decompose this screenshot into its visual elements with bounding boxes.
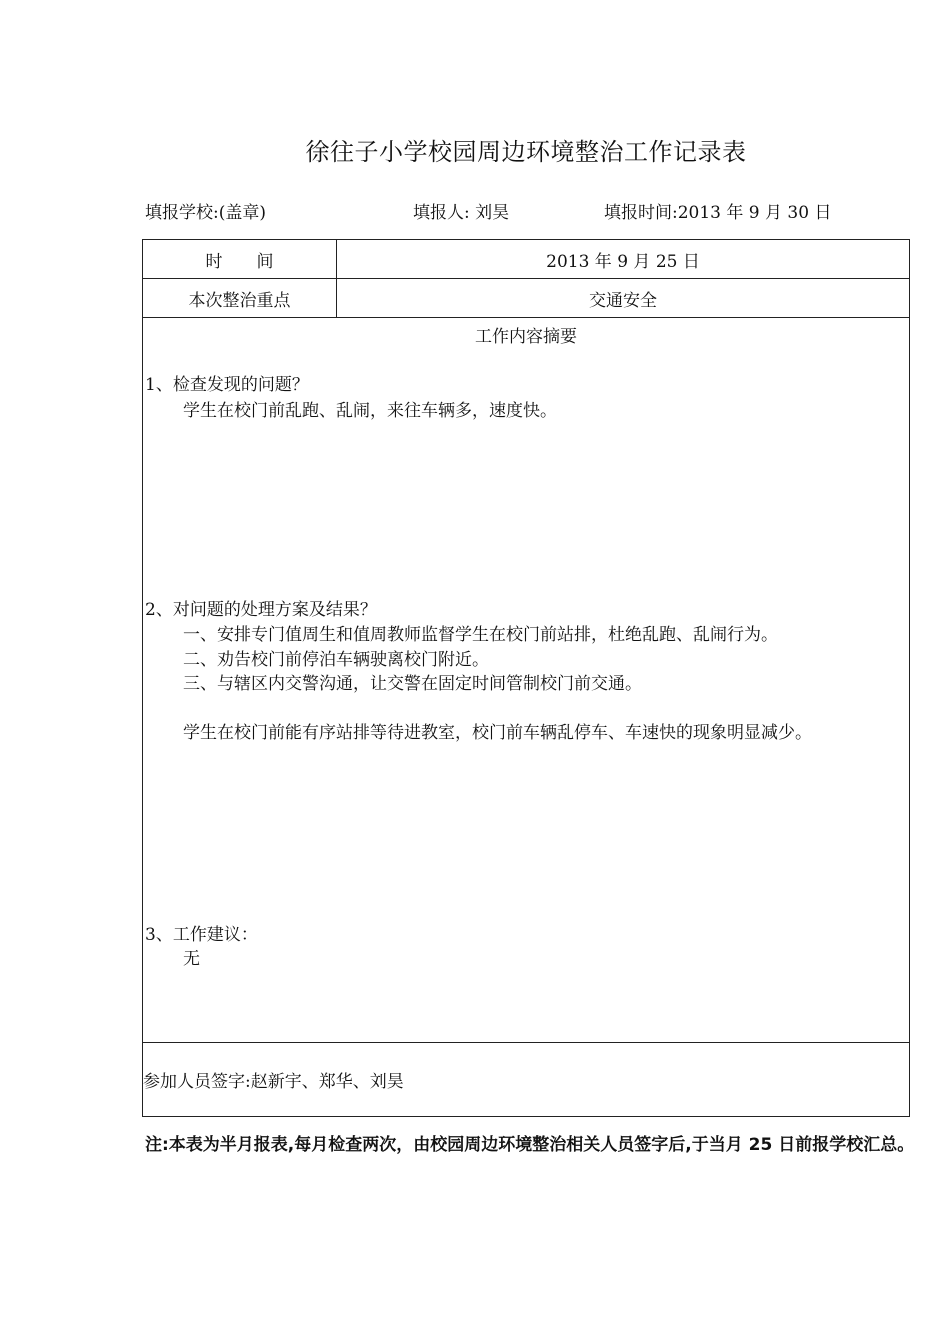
section-2-result: 学生在校门前能有序站排等待进教室，校门前车辆乱停车、车速快的现象明显减少。 [183,723,812,743]
footnote: 注:本表为半月报表,每月检查两次，由校园周边环境整治相关人员签字后,于当月 25 日前报学校汇总。 [145,1135,915,1155]
report-date: 填报时间:2013 年 9 月 30 日 [604,203,832,223]
page-title: 徐往子小学校园周边环境整治工作记录表 [305,138,747,166]
time-value: 2013 年 9 月 25 日 [337,240,910,279]
reporter: 填报人: 刘昊 [413,203,510,223]
section-2-heading: 2、对问题的处理方案及结果？ [145,600,377,620]
time-row [143,240,910,279]
summary-row [143,318,910,1043]
section-1-heading: 1、检查发现的问题？ [145,375,309,395]
signatures: 参加人员签字:赵新宇、郑华、刘昊 [143,1043,910,1117]
focus-row [143,279,910,318]
reporting-school: 填报学校:(盖章) [145,203,266,223]
section-3-heading: 3、工作建议： [145,925,258,945]
record-table [142,239,910,1117]
summary-title: 工作内容摘要 [475,327,577,347]
section-3-line: 无 [183,949,200,969]
signature-row [143,1043,910,1117]
section-1-line: 学生在校门前乱跑、乱闹，来往车辆多，速度快。 [183,401,557,421]
work-summary [143,318,910,1043]
focus-label: 本次整治重点 [143,279,337,318]
focus-value: 交通安全 [337,279,910,318]
section-2-line: 一、安排专门值周生和值周教师监督学生在校门前站排，杜绝乱跑、乱闹行为。 [183,625,778,645]
time-label: 时 间 [143,240,337,279]
section-2-line: 二、劝告校门前停泊车辆驶离校门附近。 [183,650,489,670]
section-2-line: 三、与辖区内交警沟通，让交警在固定时间管制校门前交通。 [183,674,642,694]
